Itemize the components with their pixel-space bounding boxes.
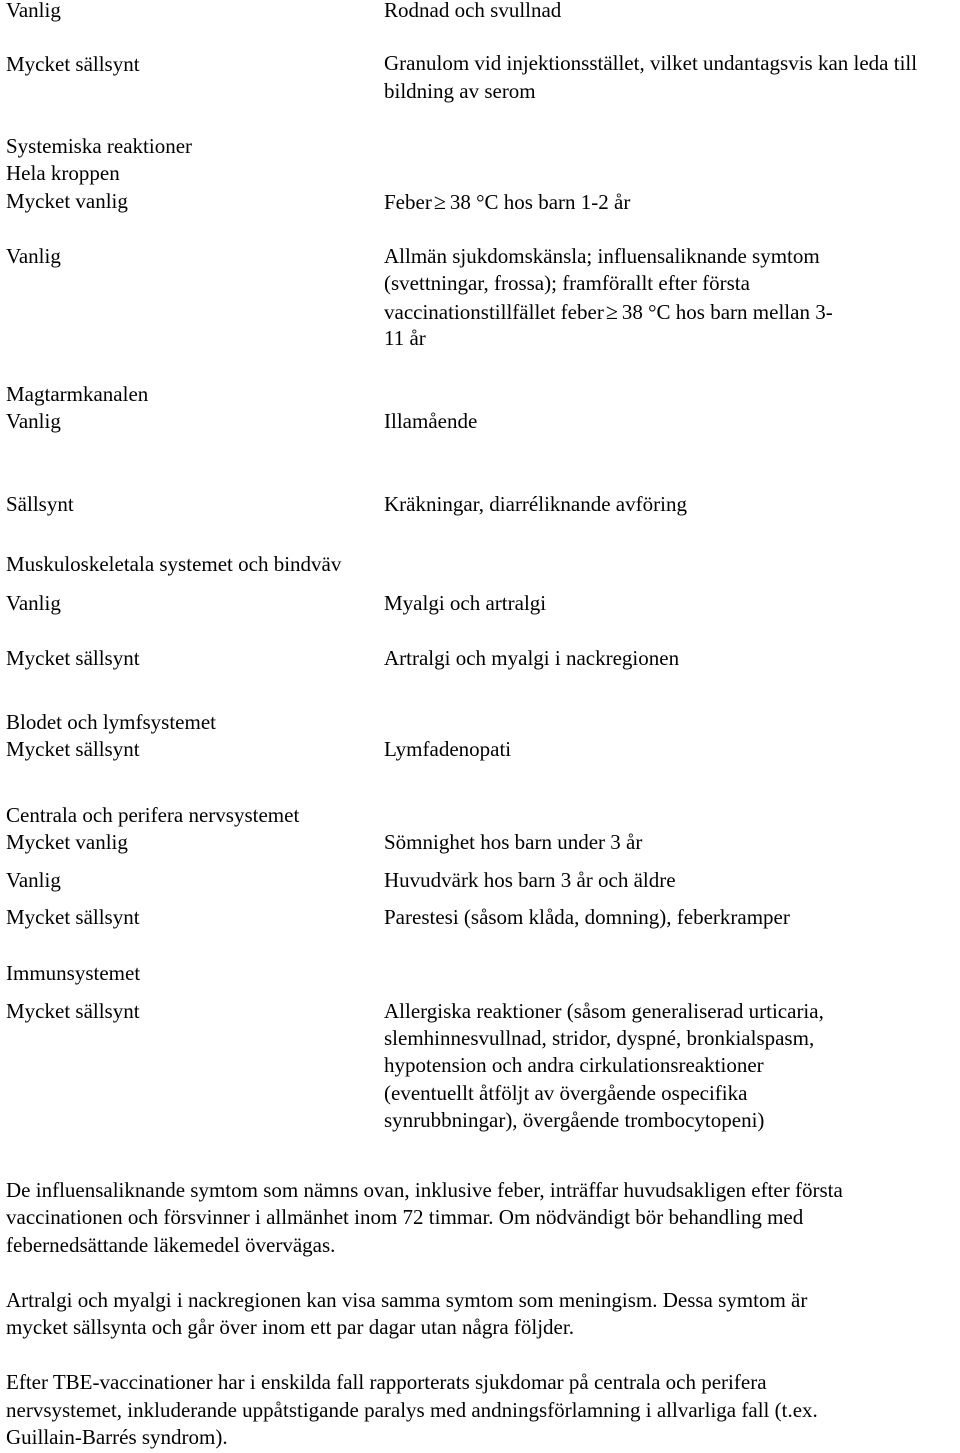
- section-subheading: Magtarmkanalen: [6, 382, 149, 406]
- reaction-text: Sömnighet hos barn under 3 år: [384, 830, 643, 854]
- frequency-label: Mycket sällsynt: [6, 646, 140, 670]
- paragraph-line: vaccinationen och försvinner i allmänhet inom 72 timmar. Om nödvändigt bör behandling med: [6, 1205, 804, 1229]
- reaction-text-line: [384, 298, 833, 326]
- reaction-text: Granulom vid injektionsstället, vilket undantagsvis kan leda till bildning av serom: [384, 51, 918, 103]
- section-subheading: Blodet och lymfsystemet: [6, 710, 216, 734]
- reaction-text: Illamående: [384, 409, 478, 433]
- paragraph-line: nervsystemet, inkluderande uppåtstigande paralys med andningsförlamning i allvarliga fall (t.ex.: [6, 1398, 818, 1422]
- paragraph-line: Efter TBE-vaccinationer har i enskilda fall rapporterats sjukdomar på centrala och perifera: [6, 1370, 767, 1394]
- frequency-label: Mycket sällsynt: [6, 737, 140, 761]
- frequency-label: Vanlig: [6, 244, 61, 268]
- frequency-label: Mycket vanlig: [6, 189, 128, 213]
- section-subheading: Hela kroppen: [6, 161, 120, 185]
- reaction-text: Lymfadenopati: [384, 737, 512, 761]
- section-subheading: Centrala och perifera nervsystemet: [6, 803, 300, 827]
- paragraph-line: febernedsättande läkemedel övervägas.: [6, 1233, 336, 1257]
- reaction-text-line: (eventuellt åtföljt av övergående ospecifika: [384, 1081, 748, 1105]
- reaction-text: Rodnad och svullnad: [384, 0, 562, 22]
- frequency-label: Sällsynt: [6, 492, 74, 516]
- frequency-label: Vanlig: [6, 409, 61, 433]
- paragraph-line: De influensaliknande symtom som nämns ovan, inklusive feber, inträffar huvudsakligen efter första: [6, 1178, 843, 1202]
- reaction-text: [384, 188, 630, 216]
- reaction-text-line: slemhinnesvullnad, stridor, dyspné, bronkialspasm,: [384, 1026, 815, 1050]
- reaction-text-line: 11 år: [384, 326, 426, 350]
- paragraph-line: mycket sällsynta och går över inom ett par dagar utan några följder.: [6, 1315, 574, 1339]
- reaction-text: Huvudvärk hos barn 3 år och äldre: [384, 868, 676, 892]
- reaction-text-line: Allmän sjukdomskänsla; influensaliknande symtom: [384, 244, 820, 268]
- reaction-text: Myalgi och artralgi: [384, 591, 547, 615]
- reaction-text-part: Feber: [384, 190, 432, 214]
- paragraph-line: Artralgi och myalgi i nackregionen kan visa samma symtom som meningism. Dessa symtom är: [6, 1288, 808, 1312]
- reaction-text: Kräkningar, diarréliknande avföring: [384, 492, 687, 516]
- frequency-label: Mycket sällsynt: [6, 999, 140, 1023]
- paragraph-line: Guillain-Barrés syndrom).: [6, 1425, 228, 1449]
- reaction-text-line: (svettningar, frossa); framförallt efter första: [384, 271, 750, 295]
- section-subheading: Muskuloskeletala systemet och bindväv: [6, 552, 342, 576]
- geq-symbol: ≥: [605, 299, 618, 324]
- frequency-label: Mycket sällsynt: [6, 905, 140, 929]
- reaction-text-line: Allergiska reaktioner (såsom generaliserad urticaria,: [384, 999, 824, 1023]
- reaction-text: Parestesi (såsom klåda, domning), feberkramper: [384, 905, 790, 929]
- geq-symbol: ≥: [433, 189, 446, 214]
- reaction-text-line: synrubbningar), övergående trombocytopeni): [384, 1108, 765, 1132]
- frequency-label: Vanlig: [6, 868, 61, 892]
- section-heading: Systemiska reaktioner: [6, 134, 193, 158]
- reaction-text-line: hypotension och andra cirkulationsreaktioner: [384, 1053, 764, 1077]
- frequency-label: Mycket sällsynt: [6, 52, 140, 76]
- reaction-text-part: 38 °C hos barn mellan 3-: [621, 300, 833, 324]
- section-subheading: Immunsystemet: [6, 961, 141, 985]
- reaction-text-part: vaccinationstillfället feber: [384, 300, 604, 324]
- frequency-label: Vanlig: [6, 0, 61, 22]
- reaction-text: Artralgi och myalgi i nackregionen: [384, 646, 680, 670]
- frequency-label: Mycket vanlig: [6, 830, 128, 854]
- reaction-text-part: 38 °C hos barn 1-2 år: [449, 190, 631, 214]
- frequency-label: Vanlig: [6, 591, 61, 615]
